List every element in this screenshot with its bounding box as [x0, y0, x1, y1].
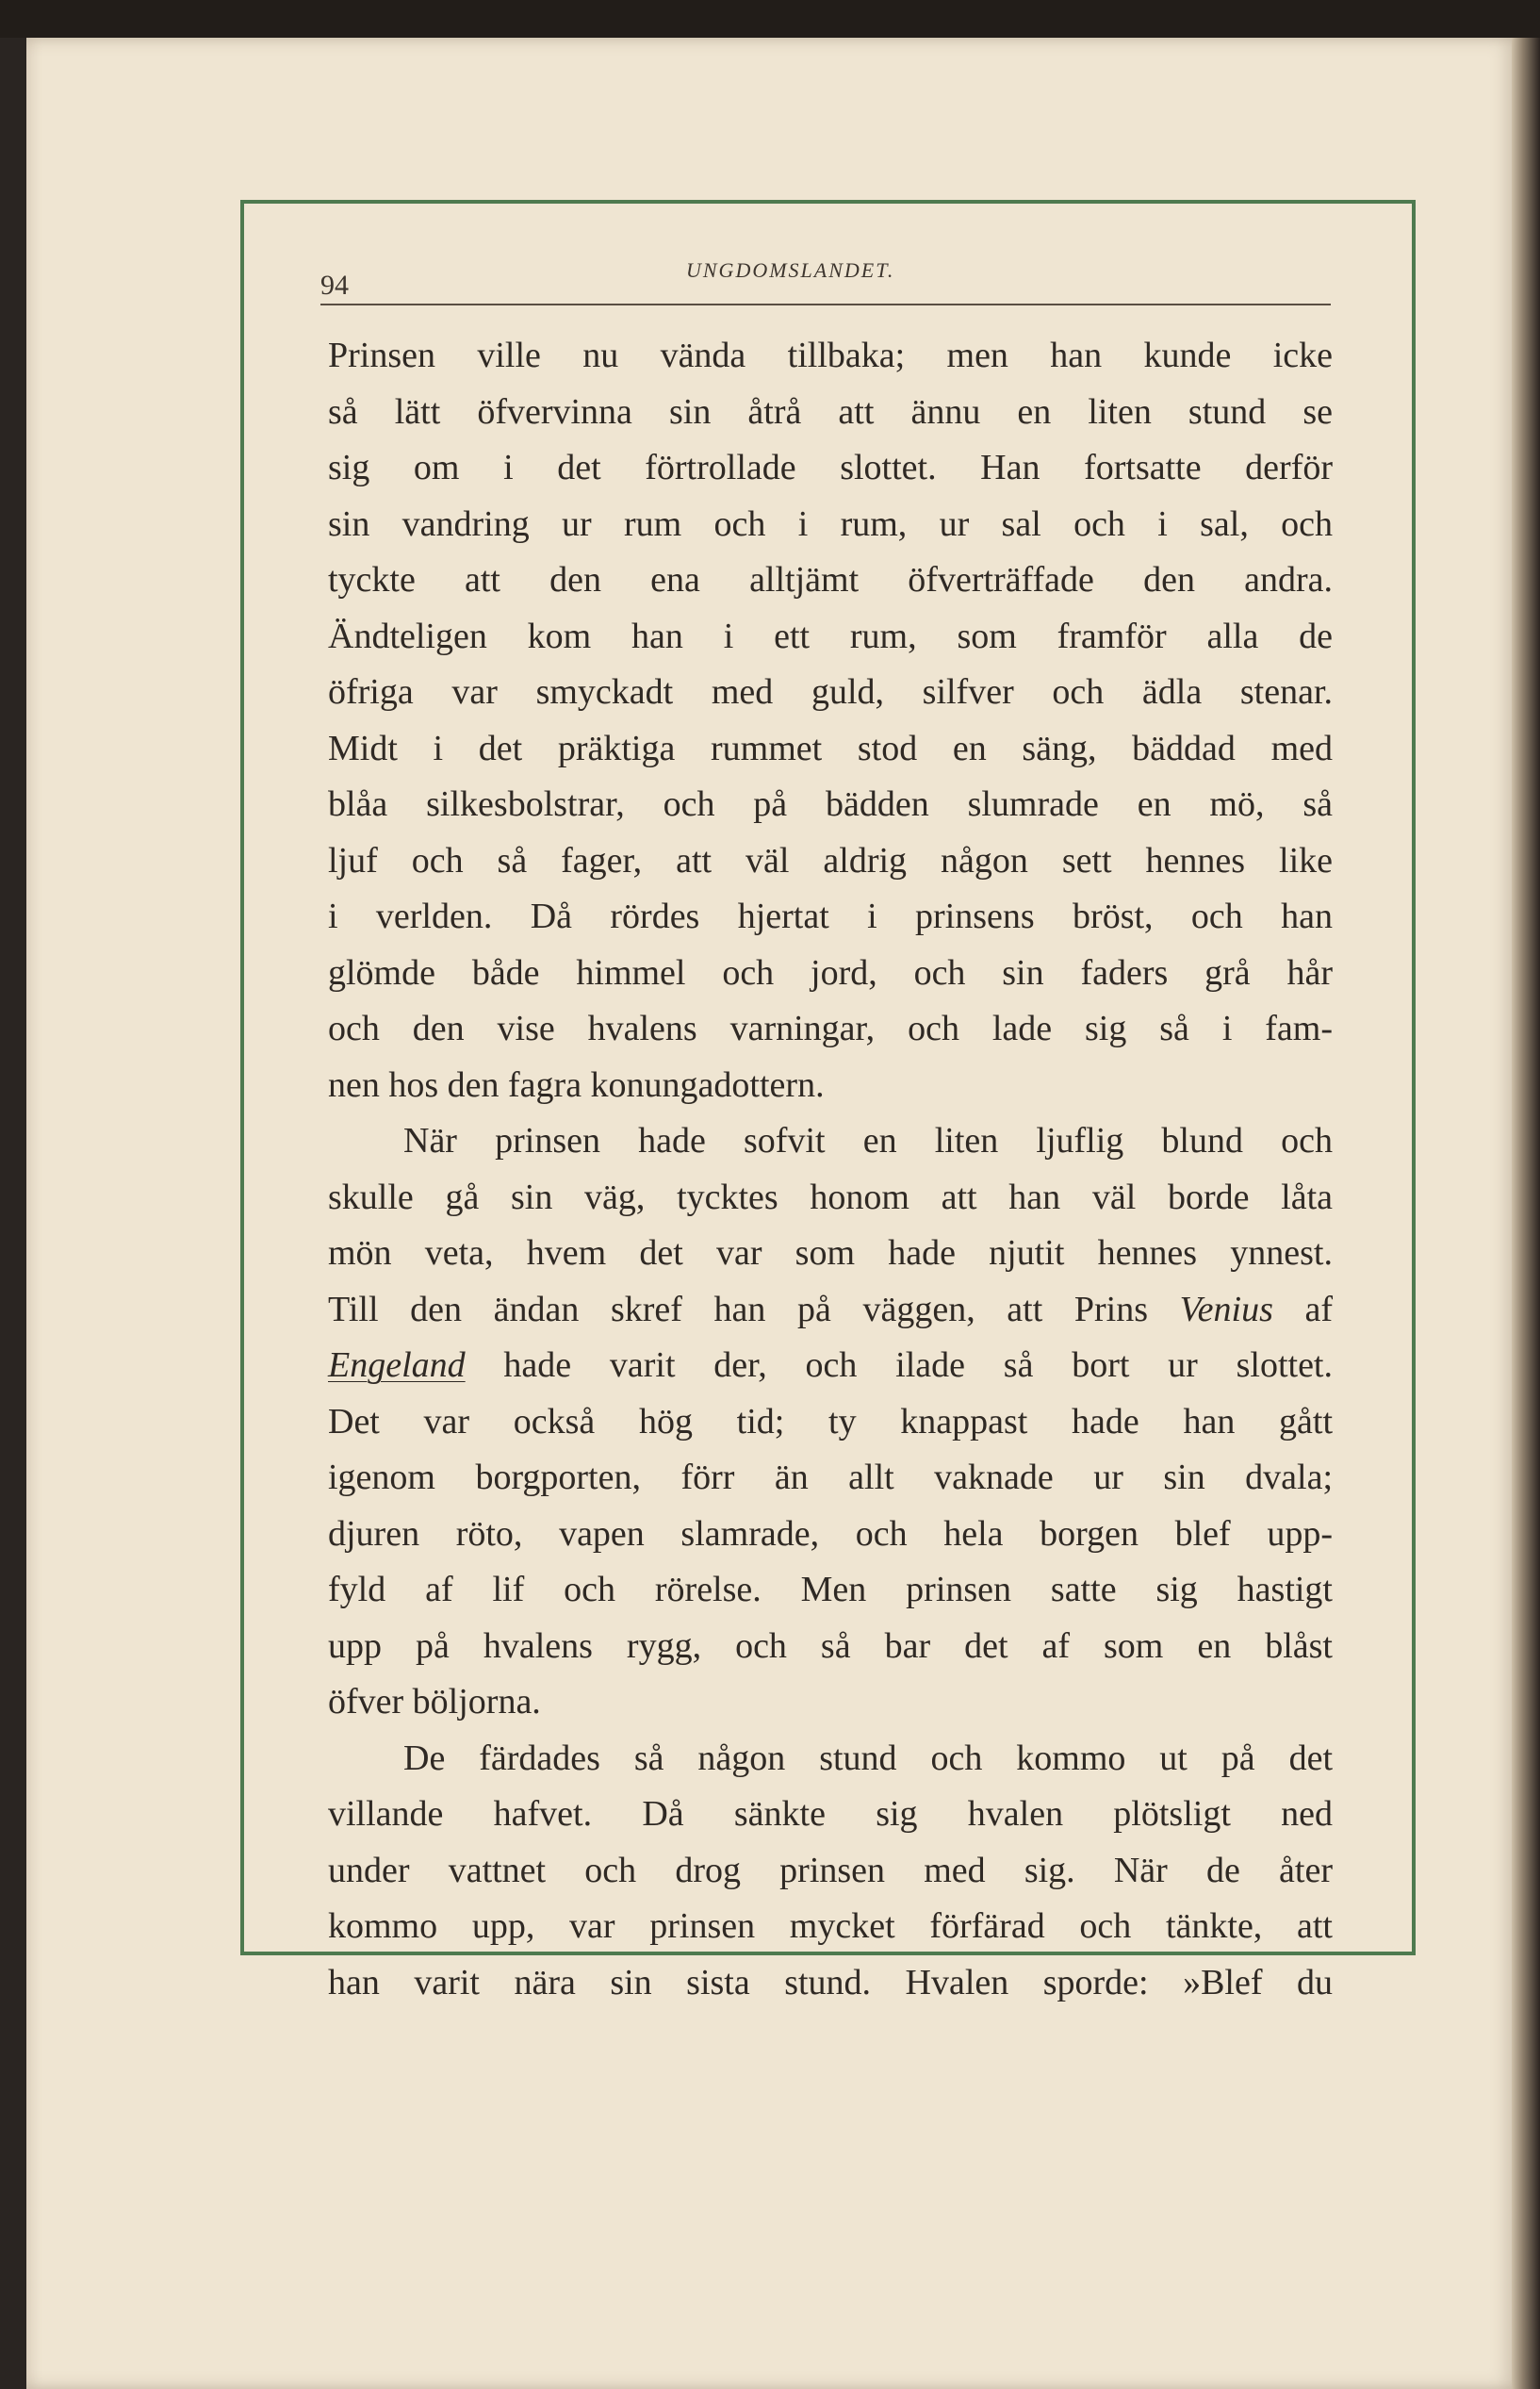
text-line: kommo upp, var prinsen mycket förfärad och tänkte, att — [328, 1906, 1333, 1946]
text-line: skulle gå sin väg, tycktes honom att han väl borde låta — [328, 1177, 1333, 1217]
text-line: blåa silkesbolstrar, och på bädden slumrade en mö, så — [328, 784, 1333, 824]
text-line-with-italic — [328, 1338, 1333, 1394]
page-edge-shadow — [1512, 38, 1540, 2389]
text-line: Midt i det präktiga rummet stod en säng, bäddad med — [328, 728, 1333, 768]
paragraph-end-line: öfver böljorna. — [328, 1682, 541, 1722]
text-line: under vattnet och drog prinsen med sig. När de åter — [328, 1850, 1333, 1890]
text-line: så lätt öfvervinna sin åtrå att ännu en liten stund se — [328, 391, 1333, 432]
line-text: hade varit der, och ilade så bort ur slottet. — [465, 1345, 1333, 1385]
running-head: UNGDOMSLANDET. — [686, 258, 895, 282]
scan-top-margin — [0, 0, 1540, 38]
line-text: Till den ändan skref han på väggen, att Prins — [328, 1289, 1180, 1329]
text-line: ljuf och så fager, att väl aldrig någon sett hennes like — [328, 840, 1333, 881]
line-text: af — [1272, 1289, 1333, 1329]
body-text — [328, 328, 1333, 2011]
page-number: 94 — [320, 270, 349, 301]
text-line: glömde både himmel och jord, och sin faders grå hår — [328, 952, 1333, 993]
text-line: öfriga var smyckadt med guld, silfver och ädla stenar. — [328, 672, 1333, 712]
text-line: igenom borgporten, förr än allt vaknade ur sin dvala; — [328, 1458, 1333, 1497]
text-line-with-italic — [328, 1282, 1333, 1339]
text-line: upp på hvalens rygg, och så bar det af som en blåst — [328, 1625, 1333, 1666]
text-line: sin vandring ur rum och i rum, ur sal och i sal, och — [328, 503, 1333, 544]
text-line: villande hafvet. Då sänkte sig hvalen plötsligt ned — [328, 1794, 1333, 1834]
text-line: fyld af lif och rörelse. Men prinsen satte sig hastigt — [328, 1570, 1333, 1609]
page-header — [320, 253, 1331, 305]
italic-name-venius: Venius — [1179, 1289, 1273, 1329]
paragraph-start-line: De färdades så någon stund och kommo ut på det — [403, 1738, 1333, 1778]
text-line: och den vise hvalens varningar, och lade sig så i fam- — [328, 1009, 1333, 1048]
paragraph-start-line: När prinsen hade sofvit en liten ljuflig blund och — [403, 1121, 1333, 1161]
text-line: djuren röto, vapen slamrade, och hela borgen blef upp- — [328, 1513, 1333, 1554]
text-line: Prinsen ville nu vända tillbaka; men han kunde icke — [328, 336, 1333, 375]
text-line: Ändteligen kom han i ett rum, som framför alla de — [328, 616, 1333, 656]
text-line: Det var också hög tid; ty knappast hade han gått — [328, 1401, 1333, 1442]
italic-name-engeland: Engeland — [328, 1345, 466, 1385]
paragraph-end-line: nen hos den fagra konungadottern. — [328, 1064, 825, 1105]
text-line: sig om i det förtrollade slottet. Han fortsatte derför — [328, 448, 1333, 487]
text-line: han varit nära sin sista stund. Hvalen sporde: »Blef du — [328, 1962, 1333, 2002]
text-line: mön veta, hvem det var som hade njutit hennes ynnest. — [328, 1233, 1333, 1273]
text-line: tyckte att den ena alltjämt öfverträffade den andra. — [328, 560, 1333, 600]
text-line: i verlden. Då rördes hjertat i prinsens bröst, och han — [328, 897, 1333, 936]
